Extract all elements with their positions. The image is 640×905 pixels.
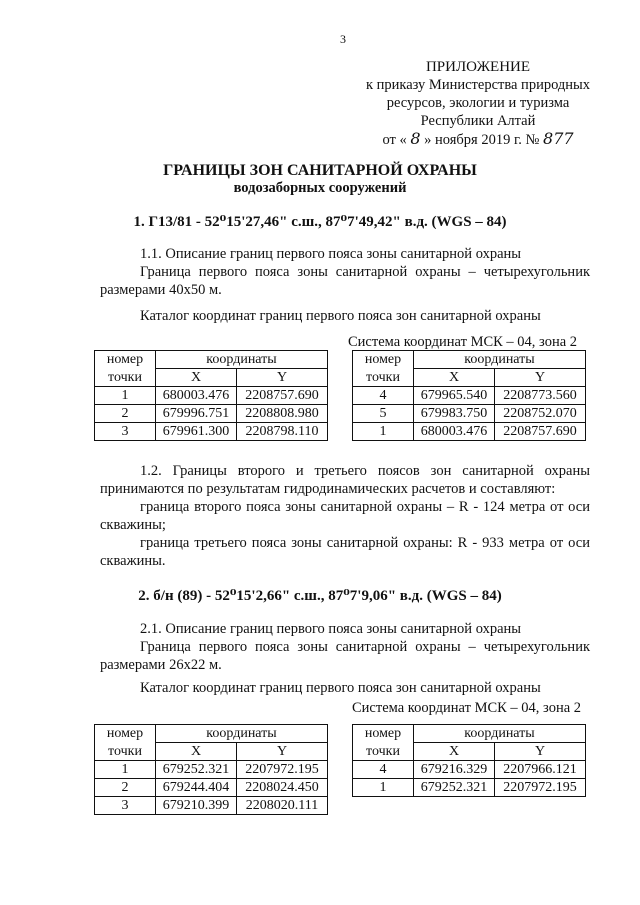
section-2-description xyxy=(100,620,590,674)
appendix-title: ПРИЛОЖЕНИЕ xyxy=(425,59,531,75)
section-1-heading: 1. Г13/81 - 52⁰15'27,46" с.ш., 87⁰7'49,42" в.д. (WGS – 84) xyxy=(133,214,507,230)
th-num-2: точки xyxy=(95,369,156,387)
section-1-p2: Граница первого пояса зоны санитарной охраны – четырехугольник размерами 40х50 м. xyxy=(100,264,590,298)
table-row: 1 679252.321 2207972.195 xyxy=(95,761,328,779)
table-row: 1 679252.321 2207972.195 xyxy=(353,779,586,797)
appendix-block xyxy=(358,58,598,149)
th-coords: координаты xyxy=(156,351,328,369)
section-2-p2: Граница первого пояса зоны санитарной охраны – четырехугольник размерами 26х22 м. xyxy=(100,639,590,673)
section-1-table-right: номер координаты точки X Y 4 679965.540 2208773.560 5 679983.750 2208752.070 1 680003.476 2208757.690 xyxy=(352,350,586,441)
table-row: 3 679961.300 2208798.110 xyxy=(95,423,328,441)
th-num-1: номер xyxy=(95,351,156,369)
appendix-line-2: ресурсов, экологии и туризма xyxy=(386,95,570,111)
th-x: X xyxy=(156,369,237,387)
date-prefix: от « xyxy=(382,132,407,148)
th-y: Y xyxy=(237,369,328,387)
section-1-p5: граница третьего пояса зоны санитарной охраны: R - 933 метра от оси скважины. xyxy=(100,535,590,569)
section-2-p1: 2.1. Описание границ первого пояса зоны санитарной охраны xyxy=(140,621,522,637)
section-1-belts xyxy=(100,462,590,570)
document-subtitle: водозаборных сооружений xyxy=(233,180,407,196)
section-2-heading: 2. б/н (89) - 52⁰15'2,66" с.ш., 87⁰7'9,06" в.д. (WGS – 84) xyxy=(138,588,502,604)
table-row: 1 680003.476 2208757.690 xyxy=(95,387,328,405)
section-1-catalog: Каталог координат границ первого пояса зон санитарной охраны xyxy=(140,308,541,324)
table-row: 4 679965.540 2208773.560 xyxy=(353,387,586,405)
section-1-system: Система координат МСК – 04, зона 2 xyxy=(348,334,578,350)
appendix-line-3: Республики Алтай xyxy=(420,113,536,129)
date-mid: » ноября 2019 г. № xyxy=(424,132,540,148)
section-2-system: Система координат МСК – 04, зона 2 xyxy=(352,700,582,716)
section-1-p3: 1.2. Границы второго и третьего поясов зон санитарной охраны принимаются по результатам гидродинамических расчетов и составляют: xyxy=(100,463,590,497)
section-2-catalog: Каталог координат границ первого пояса зон санитарной охраны xyxy=(140,680,541,696)
table-row: 1 680003.476 2208757.690 xyxy=(353,423,586,441)
handwritten-day: 8 xyxy=(410,129,421,148)
table-row: 3 679210.399 2208020.111 xyxy=(95,797,328,815)
appendix-date-line xyxy=(358,130,598,149)
section-1-description xyxy=(100,245,590,299)
section-1-table-left xyxy=(94,350,328,441)
section-2-table-right: номер координаты точки X Y 4 679216.329 2207966.121 1 679252.321 2207972.195 xyxy=(352,724,586,797)
table-row: 2 679996.751 2208808.980 xyxy=(95,405,328,423)
page-number: 3 xyxy=(340,32,346,46)
appendix-line-1: к приказу Министерства природных xyxy=(365,77,591,93)
section-1-p1: 1.1. Описание границ первого пояса зоны санитарной охраны xyxy=(140,246,522,262)
section-1-p4: граница второго пояса зоны санитарной охраны – R - 124 метра от оси скважины; xyxy=(100,499,590,533)
handwritten-number: 877 xyxy=(543,129,574,148)
section-2-table-left: номер координаты точки X Y 1 679252.321 2207972.195 2 679244.404 2208024.450 3 679210.399 2208020.111 xyxy=(94,724,328,815)
table-row: 5 679983.750 2208752.070 xyxy=(353,405,586,423)
table-row: 2 679244.404 2208024.450 xyxy=(95,779,328,797)
document-title: ГРАНИЦЫ ЗОН САНИТАРНОЙ ОХРАНЫ xyxy=(163,162,477,179)
table-row: 4 679216.329 2207966.121 xyxy=(353,761,586,779)
